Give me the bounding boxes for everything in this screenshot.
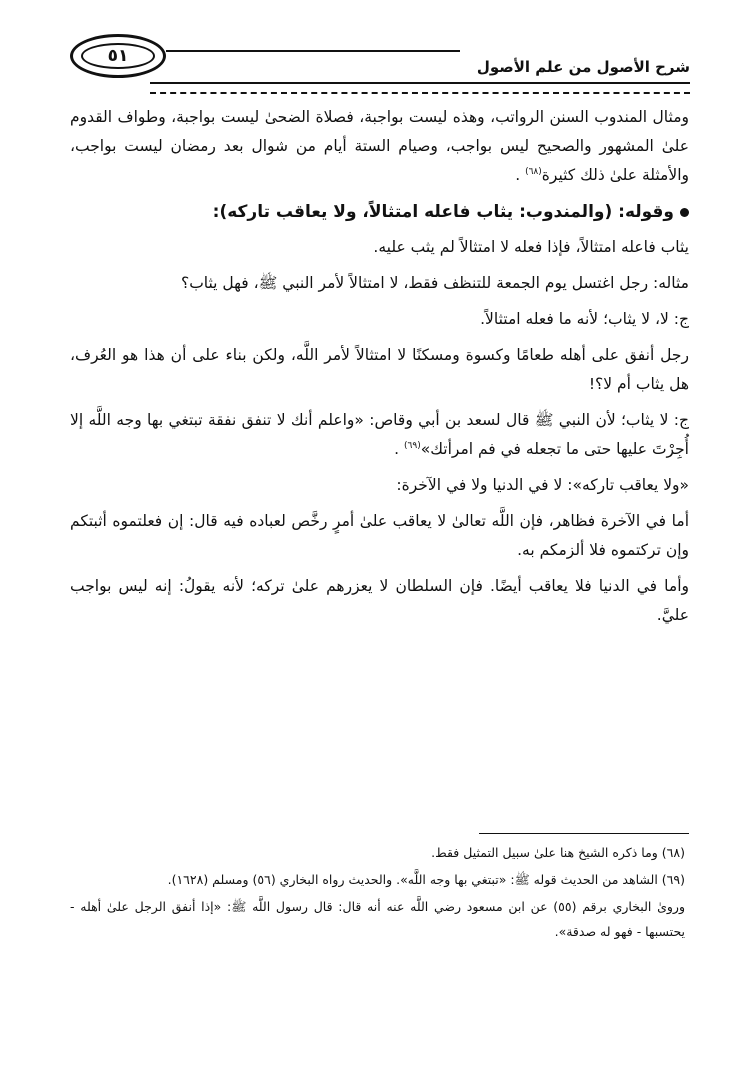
paragraph-worldly: وأما في الدنيا فلا يعاقب أيضًا. فإن السلطان لا يعزرهم علىٰ تركه؛ لأنه يقولُ: إنه ليس بواجب عليَّ.: [70, 577, 689, 624]
paragraph-reward: يثاب فاعله امتثالاً، فإذا فعله لا امتثالاً لم يثب عليه.: [373, 238, 689, 256]
main-text: [70, 103, 689, 637]
section-heading-text: وقوله: (والمندوب: يثاب فاعله امتثالاً، ولا يعاقب تاركه):: [212, 202, 674, 222]
paragraph-example-ghusl: مثاله: رجل اغتسل يوم الجمعة للتنظف فقط، لا امتثالاً لأمر النبي ﷺ، فهل يثاب؟: [180, 274, 689, 292]
paragraph-end: .: [515, 166, 526, 184]
footnote-68: (٦٨) وما ذكره الشيخ هنا علىٰ سبيل التمثيل فقط.: [431, 845, 685, 860]
header-top-line: [166, 50, 460, 52]
paragraph-answer-2: [70, 406, 689, 464]
footnote-ref-69: (٦٩): [404, 440, 421, 451]
paragraph-text: ومثال المندوب السنن الرواتب، وهذه ليست بواجبة، فصلاة الضحىٰ ليست بواجبة، وطواف القدوم علىٰ المشهور والصحيح ليس بواجب، وصيام الستة أيام من شوال بعد رمضان ليست بواجب، والأمثلة علىٰ ذلك كثيرة: [70, 108, 689, 184]
page-number-badge: [70, 34, 166, 78]
page-number-badge-inner: [81, 43, 155, 69]
footnote-separator: [479, 833, 689, 834]
page-number: ٥١: [107, 45, 129, 66]
footnote-ref-68: (٦٨): [525, 166, 542, 177]
paragraph-not-punished: «ولا يعاقب تاركه»: لا في الدنيا ولا في الآخرة:: [396, 476, 689, 494]
footnote-69-continued: وروىٰ البخاري برقم (٥٥) عن ابن مسعود رضي اللَّه عنه أنه قال: قال رسول اللَّه ﷺ: «إذا أنفق الرجل علىٰ أهله - يحتسبها - فهو له صدقة».: [70, 899, 685, 939]
paragraph-mandoub-example: [70, 103, 689, 190]
footnote-69: (٦٩) الشاهد من الحديث قوله ﷺ: «تبتغي بها وجه اللَّه». والحديث رواه البخاري (٥٦) ومسلم (١٦٢٨).: [167, 872, 685, 887]
header-rule: [150, 82, 690, 94]
paragraph-end: .: [394, 440, 405, 458]
page-header: [70, 32, 690, 94]
paragraph-example-spending: رجل أنفق على أهله طعامًا وكسوة ومسكنًا لا امتثالاً لأمر اللَّه، ولكن بناء على أن هذا هو العُرف، هل يثاب أم لا؟!: [70, 346, 689, 393]
running-title: شرح الأصول من علم الأصول: [476, 58, 690, 76]
paragraph-hereafter: أما في الآخرة فظاهر، فإن اللَّه تعالىٰ لا يعاقب علىٰ أمرٍ رخَّص لعباده فيه قال: إن فعلتموه أثبتكم وإن تركتموه فلا ألزمكم به.: [70, 512, 689, 559]
section-heading: [70, 198, 689, 227]
bullet-icon: [680, 208, 689, 217]
paragraph-answer-1: ج: لا، لا يثاب؛ لأنه ما فعله امتثالاً.: [480, 310, 689, 328]
footnotes: [70, 840, 685, 946]
paragraph-text: ج: لا يثاب؛ لأن النبي ﷺ قال لسعد بن أبي وقاص: «واعلم أنك لا تنفق نفقة تبتغي بها وجه اللَّه إلا أُجِرْتَ عليها حتى ما تجعله في فم امرأتك»: [70, 411, 689, 458]
